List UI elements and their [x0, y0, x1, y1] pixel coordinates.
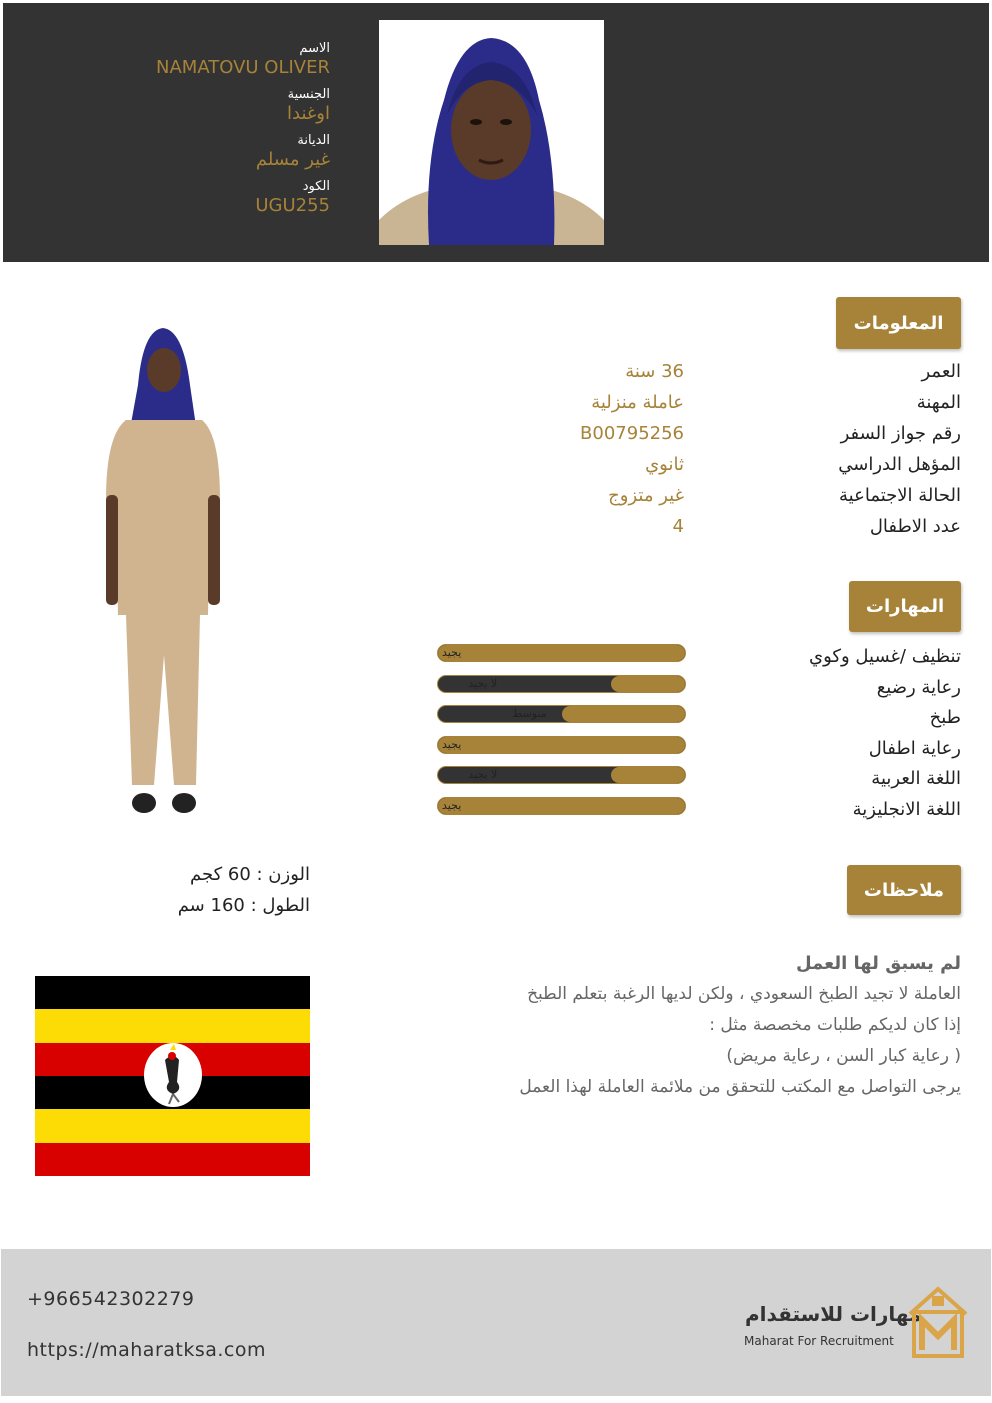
header-info	[23, 40, 330, 224]
skill-level-bar	[437, 675, 686, 693]
info-value: غير متزوج	[608, 485, 684, 506]
note-line: العاملة لا تجيد الطبخ السعودي ، ولكن لديها الرغبة بتعلم الطبخ	[527, 984, 961, 1004]
flag-stripe	[35, 976, 310, 1009]
skills-section-title: المهارات	[849, 581, 961, 632]
code-label: الكود	[302, 179, 330, 194]
skill-level-text: متوسط	[512, 707, 547, 720]
skill-label: طبخ	[929, 707, 961, 728]
flag-stripe	[35, 1109, 310, 1142]
website-link[interactable]: https://maharatksa.com	[27, 1339, 267, 1361]
skill-level-text: لا يجيد	[468, 768, 498, 781]
info-section-title: المعلومات	[836, 297, 961, 349]
note-line: يرجى التواصل مع المكتب للتحقق من ملائمة العاملة لهذا العمل	[519, 1077, 961, 1097]
notes-section-title: ملاحظات	[847, 865, 961, 915]
info-label: العمر	[921, 361, 961, 382]
logo-english-text: Maharat For Recruitment	[744, 1334, 894, 1348]
house-logo-icon	[908, 1286, 968, 1358]
info-value: عاملة منزلية	[591, 392, 684, 413]
info-value: ثانوي	[645, 454, 684, 475]
note-line: ( رعاية كبار السن ، رعاية مريض)	[726, 1046, 961, 1066]
flag-stripe	[35, 1009, 310, 1042]
info-row	[411, 516, 961, 547]
skill-label: اللغة الانجليزية	[852, 798, 961, 820]
info-label: الحالة الاجتماعية	[839, 485, 961, 506]
note-line: إذا كان لديكم طلبات مخصصة مثل :	[709, 1015, 961, 1035]
info-label: المهنة	[916, 392, 961, 413]
skill-label: رعاية رضيع	[876, 676, 961, 698]
info-row	[411, 392, 961, 423]
full-body-photo	[98, 325, 228, 820]
info-value: 4	[672, 516, 684, 537]
portrait-photo	[379, 20, 604, 245]
skill-label: رعاية اطفال	[868, 737, 961, 759]
portrait-illustration	[379, 20, 604, 245]
uganda-flag	[35, 976, 310, 1176]
info-value: B00795256	[580, 423, 684, 444]
skill-level-fill	[438, 645, 685, 661]
info-row	[411, 423, 961, 454]
info-row	[411, 361, 961, 392]
company-logo	[743, 1286, 968, 1361]
name-label: الاسم	[299, 41, 330, 56]
weight-text: الوزن : 60 كجم	[190, 864, 310, 885]
info-row	[411, 454, 961, 485]
notes-text	[401, 948, 961, 1103]
crane-emblem-icon	[143, 1042, 203, 1108]
height-text: الطول : 160 سم	[177, 895, 310, 916]
skill-level-bar	[437, 766, 686, 784]
name-value: NAMATOVU OLIVER	[156, 57, 330, 78]
phone-number[interactable]: +966542302279	[27, 1288, 195, 1310]
skill-level-fill	[611, 767, 685, 783]
profile-header	[3, 3, 989, 262]
skill-level-text: يجيد	[442, 646, 462, 659]
skill-level-fill	[611, 676, 685, 692]
logo-arabic-text: مهارات للاستقدام	[745, 1302, 922, 1326]
info-label: عدد الاطفال	[869, 516, 961, 537]
skill-label: اللغة العربية	[871, 768, 961, 789]
skill-level-text: يجيد	[442, 798, 462, 812]
skill-level-text: يجيد	[442, 737, 462, 751]
skill-label: تنظيف /غسيل وكوي	[809, 646, 961, 667]
info-value: 36 سنة	[625, 361, 684, 382]
flag-stripe	[35, 1143, 310, 1176]
skill-level-fill	[438, 737, 685, 753]
skill-level-fill	[438, 798, 685, 814]
skill-level-bar	[437, 705, 686, 723]
nationality-label: الجنسية	[287, 87, 330, 102]
religion-label: الديانة	[297, 133, 330, 148]
full-body-illustration	[98, 325, 228, 820]
info-row	[411, 485, 961, 516]
skill-level-bar	[437, 797, 686, 815]
skill-level-bar	[437, 736, 686, 754]
code-value: UGU255	[255, 195, 330, 216]
nationality-value: اوغندا	[287, 103, 330, 124]
skill-level-bar	[437, 644, 686, 662]
religion-value: غير مسلم	[255, 149, 330, 170]
skill-level-text: لا يجيد	[468, 676, 498, 690]
note-line: لم يسبق لها العمل	[796, 953, 961, 974]
info-label: رقم جواز السفر	[840, 423, 961, 444]
info-label: المؤهل الدراسي	[838, 454, 961, 475]
skill-level-fill	[562, 706, 686, 722]
